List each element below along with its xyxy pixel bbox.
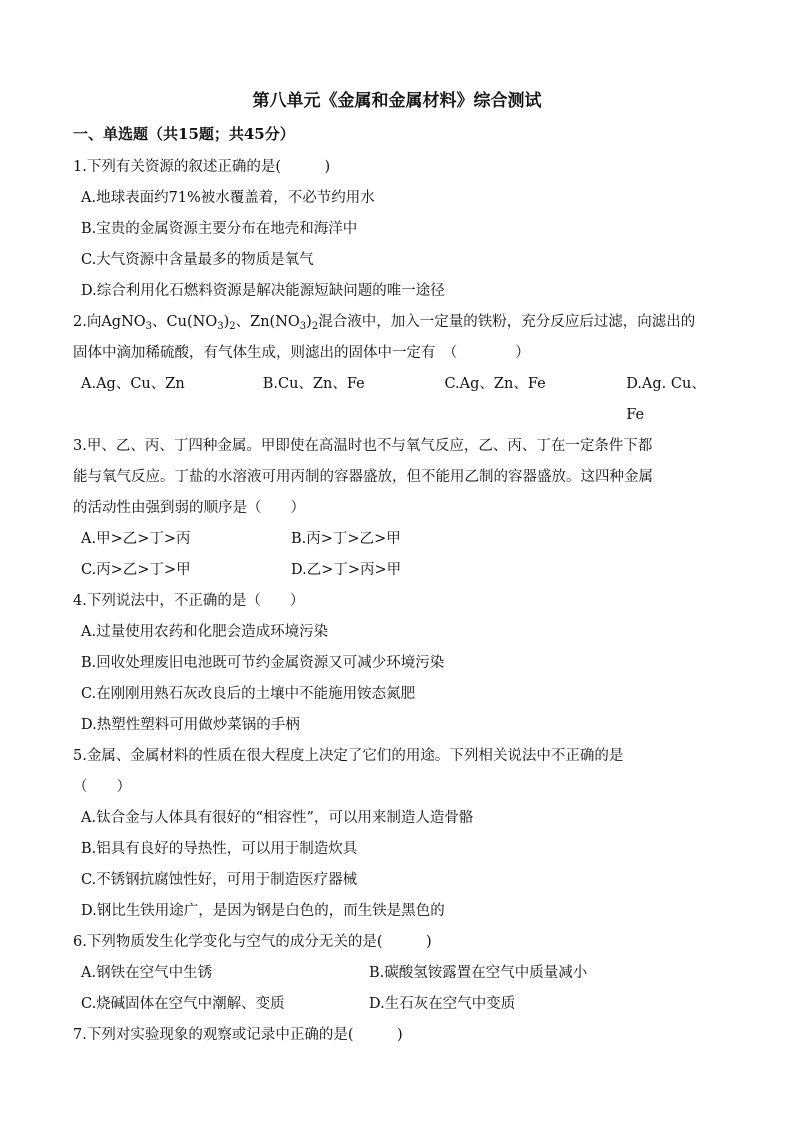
question-2-option-b: B.Cu、Zn、Fe [262, 376, 365, 392]
question-6-stem: 6.下列物质发生化学变化与空气的成分无关的是( ) [73, 934, 432, 950]
question-3-stem-line-2: 能与氧气反应。丁盐的水溶液可用丙制的容器盛放，但不能用乙制的容器盛放。这四种金属 [73, 469, 653, 485]
question-4-option-b: B.回收处理废旧电池既可节约金属资源又可减少环境污染 [81, 655, 445, 671]
question-1-option-b: B.宝贵的金属资源主要分布在地壳和海洋中 [81, 221, 358, 237]
question-3 [73, 431, 723, 586]
q2-text: 2.向AgNO [73, 314, 146, 330]
question-2-stem-line-2: 固体中滴加稀硫酸，有气体生成，则滤出的固体中一定有 （ ） [73, 345, 530, 361]
q2-text: ) [223, 314, 230, 330]
question-4-option-a: A.过量使用农药和化肥会造成环境污染 [81, 624, 329, 640]
q2-subscript: 3 [299, 321, 307, 332]
question-1-stem: 1.下列有关资源的叙述正确的是( ) [73, 159, 331, 175]
question-5-stem-line-2: （ ） [73, 779, 131, 795]
question-6-option-b: B.碳酸氢铵露置在空气中质量减小 [369, 965, 588, 981]
question-1-option-a: A.地球表面约71%被水覆盖着，不必节约用水 [81, 190, 375, 206]
q2-text: 、Zn(NO [235, 314, 300, 330]
question-3-stem-line-3: 的活动性由强到弱的顺序是（ ） [73, 500, 305, 516]
q2-subscript: 2 [229, 321, 236, 332]
question-6 [73, 927, 723, 1020]
page-title: 第八单元《金属和金属材料》综合测试 [252, 91, 542, 111]
question-3-option-a: A.甲>乙>丁>丙 [81, 531, 191, 547]
question-1-option-c: C.大气资源中含量最多的物质是氧气 [81, 252, 314, 268]
exam-content [73, 121, 723, 1051]
question-6-options-row-2 [73, 989, 723, 1020]
question-5-option-b: B.铝具有良好的导热性，可以用于制造炊具 [81, 841, 358, 857]
question-1-option-d: D.综合利用化石燃料资源是解决能源短缺问题的唯一途径 [81, 283, 445, 299]
question-5-option-c: C.不锈钢抗腐蚀性好，可用于制造医疗器械 [81, 872, 358, 888]
question-2-options [73, 369, 723, 431]
q2-subscript: 3 [217, 321, 224, 332]
question-2 [73, 307, 723, 431]
q2-text: 混合液中，加入一定量的铁粉，充分反应后过滤，向滤出的 [318, 314, 696, 330]
question-3-options-row-1 [73, 524, 723, 555]
q2-text: 、Cu(NO [152, 314, 218, 330]
question-3-option-b: B.丙>丁>乙>甲 [291, 531, 401, 547]
question-5-option-d: D.钢比生铁用途广，是因为钢是白色的，而生铁是黑色的 [81, 903, 445, 919]
question-4-option-d: D.热塑性塑料可用做炒菜锅的手柄 [81, 717, 300, 733]
section-heading: 一、单选题（共15题；共45分） [73, 125, 295, 143]
question-3-options-row-2 [73, 555, 723, 586]
question-4-stem: 4.下列说法中，不正确的是（ ） [73, 593, 305, 609]
question-1 [73, 152, 723, 307]
question-5-option-a: A.钛合金与人体具有很好的“相容性”，可以用来制造人造骨骼 [81, 810, 474, 826]
question-6-options-row-1 [73, 958, 723, 989]
question-2-option-a: A.Ag、Cu、Zn [81, 376, 185, 392]
question-2-option-c: C.Ag、Zn、Fe [444, 376, 546, 392]
question-6-option-d: D.生石灰在空气中变质 [369, 996, 516, 1012]
question-4 [73, 586, 723, 741]
question-6-option-a: A.钢铁在空气中生锈 [81, 965, 213, 981]
q2-subscript: 3 [145, 321, 153, 332]
question-7-stem: 7.下列对实验现象的观察或记录中正确的是( ) [73, 1027, 403, 1043]
question-3-option-c: C.丙>乙>丁>甲 [81, 562, 191, 578]
question-5-stem-line-1: 5.金属、金属材料的性质在很大程度上决定了它们的用途。下列相关说法中不正确的是 [73, 748, 624, 764]
question-7 [73, 1020, 723, 1051]
q2-subscript: 2 [311, 321, 319, 332]
question-2-stem-line-1 [73, 307, 723, 338]
question-4-option-c: C.在刚刚用熟石灰改良后的土壤中不能施用铵态氮肥 [81, 686, 416, 702]
question-5 [73, 741, 723, 927]
question-6-option-c: C.烧碱固体在空气中潮解、变质 [81, 996, 285, 1012]
question-3-option-d: D.乙>丁>丙>甲 [291, 562, 402, 578]
question-3-stem-line-1: 3.甲、乙、丙、丁四种金属。甲即使在高温时也不与氧气反应，乙、丙、丁在一定条件下都 [73, 438, 653, 454]
q2-text: ) [306, 314, 312, 330]
question-2-option-d: D.Ag. Cu、Fe [626, 376, 706, 423]
